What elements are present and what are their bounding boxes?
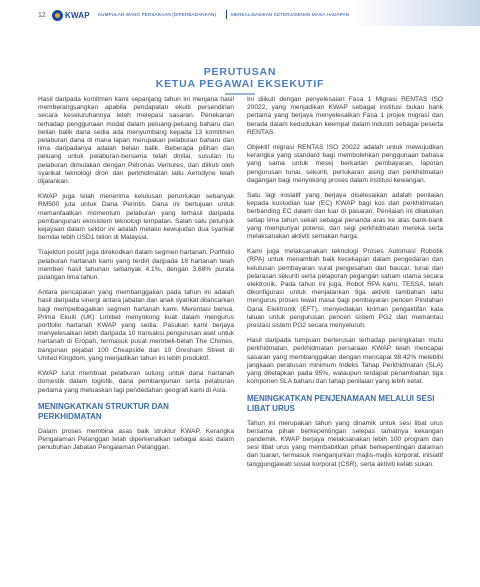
left-paragraph-5: KWAP turut membuat pelaburan sulung untuk dana hartanah domestik dalam logistik, dana pembangunan serta pelaburan pertama yang meluaskan lagi pendedahan geografi kami di Asia. (38, 370, 234, 394)
right-paragraph-1: Ini diikuti dengan penyelesaian Fasa 1 Migrasi RENTAS ISO 20022, yang menjadikan KWAP sebagai institusi bukan bank pertama yang berjaya menyelesaikan Fasa 1 projek migrasi dan berada dalam kedudukan keempat dalam industri sebagai peserta RENTAS. (247, 96, 443, 136)
right-paragraph-3: Satu lagi inisiatif yang berjaya diselesaikan adalah penilaian kepada kustodian luar (EC) KWAP bagi kos dan perkhidmatan berbanding EC dalam dan luar di pasaran. Penilaian ini dilakukan setiap lima tahun sekali sebagai penanda aras ke atas bank-bank yang mempunyai potensi, dan segi perkhidmatan mereka serta melaksanakan aktiviti semakan harga. (247, 192, 443, 241)
right-paragraph-6: Tahun ini merupakan tahun yang dinamik untuk sesi libat urus bersama pihak berkepentingan selepas tamatnya kekangan pandemik. KWAP berjaya melaksanakan lebih 100 program dan sesi libat urus yang membabitkan pihak berkepentingan dalaman dan luaran, termasuk menganjurkan majlis-majlis korporat, inisiatif tanggungjawab sosial korporat (CSR), serta aktiviti kelab sukan. (247, 419, 443, 468)
left-paragraph-1: Hasil daripada komitmen kami sepanjang tahun ini menjana hasil memberangsangkan apabila pendapatan ekuiti persendirian secara keseluruhannya telah melepasi sasaran. Penekanan terhadap penggunaan modal dalam peluang-peluang baharu dan belian balik dana sedia ada menyumbang kepada 13 komitmen pelaburan dana di mana lapan merupakan pelaburan baharu dan lima daripadanya adalah belian balik. Beberapa pilihan dan peluang untuk pelaburan-bersama telah dinilai, susulan itu pelaburan dimulakan dengan Petronas Ventures, dan diikuti oleh syarikat teknologi dron dan perkhidmatan iaitu Aerodyne telah dijalankan. (38, 96, 234, 186)
page-number: 12 (38, 12, 46, 19)
left-section-heading: MENINGKATKAN STRUKTUR DAN PERKHIDMATAN (38, 401, 169, 421)
organization-name: KUMPULAN WANG PERSARAAN (DIPERBADANKAN) (98, 12, 217, 17)
kwap-logo (52, 9, 90, 21)
left-paragraph-2: KWAP juga telah menerima kelulusan peruntukan sebanyak RM500 juta untuk Dana Perintis. Dana ini bertujuan untuk memanfaatkan momentum pelaburan yang terhasil daripada pembangunan ekosistem teknologi tempatan. Salah satu petunjuk kejayaan dalam sektor ini adalah melalui kewujudan dua syarikat bernilai lebih USD1 bilion di Malaysia. (38, 193, 234, 242)
right-column (247, 96, 443, 476)
kwap-logo-mark (52, 10, 63, 21)
left-column (38, 96, 234, 459)
title-line-2: KETUA PEGAWAI EKSEKUTIF (155, 78, 325, 90)
kwap-logo-text: KWAP (65, 10, 90, 20)
page-title (36, 66, 444, 95)
left-paragraph-4: Antara pencapaian yang membanggakan pada tahun ini adalah hasil daripada sinergi antara jabatan dan anak syarikat dilancarkan bagi mempelbagaikan segmen hartanah kami. Merentasi benua, Prima Ekuiti (UK) Limited menyokong kuat dalam mengurus portfolio hartanah KWAP yang sedia. Pasukan kami berjaya menyelesaikan lebih daripada 10 transaksi pengurusan aset untuk hartanah di Eropah, termasuk pusat membeli-belah The Chimes, bangunan pejabat 100 Cheapside dan 10 Gresham Street di United Kingdom, yang menjadikan tahun ini lebih produktif. (38, 289, 234, 362)
report-section-name: MEREALISASIKAN KETERJAMINAN MASA HADAPAN (231, 12, 350, 17)
right-paragraph-4: Kami juga melaksanakan teknologi Proses Automasi Robotik (RPA) untuk menambah baik kecekapan dalam pengedaran dan kelulusan pembayaran surat pengesahan dan baucar, tunai dan pelarasan sekuriti serta pelaporan pegangan saham utama secara elektronik. Pada tahun ini juga, Robot RPA kami, TESSA, telah dikonfigurasi untuk menjalankan tiga aktiviti tambahan iaitu mengurus proses lewat masa bagi pembayaran pencen Pindahan Dana Elektronik (EFT), menyediakan kiriman pengaktifan kata laluan untuk pengurusan pencen sistem PG2 dan memantau prestasi sistem PG2 secara menyeluruh. (247, 248, 443, 330)
right-section-heading: MENINGKATKAN PENJENAMAAN MELALUI SESI LIBAT URUS (247, 393, 435, 413)
header-band (350, 0, 480, 26)
title-line-1: PERUTUSAN (203, 66, 277, 78)
right-paragraph-5: Hasil daripada tumpuan berterusan terhadap peningkatan mutu perkhidmatan, perkhidmatan persaraan KWAP telah mencapai sasaran yang membanggakan dengan mencapai 98.42% melebihi jangkaan peratusan minimum Indeks Tahap Perkhidmatan (SLA) yang ditetapkan pada 95%, walaupun terdapat penambahan tiga komponen SLA baharu dan tahap penilaian yang lebih ketat. (247, 337, 443, 386)
left-paragraph-3: Trajektori positif juga direkodkan dalam segmen hartanah. Portfolio pelaburan hartanah kami yang terdiri daripada 18 hartanah telah memberi hasil tahunan sebanyak 4.1%, dengan 3.68% purata pulangan lima tahun. (38, 249, 234, 282)
title-underline (225, 93, 255, 95)
right-paragraph-2: Objektif migrasi RENTAS ISO 20022 adalah untuk mewujudkan kerangka yang standard bagi membolehkan penggunaan bahasa yang sama untuk mesej berkaitan pembayaran, laporan pengurusan tunai, sekuriti, pertukaran asing dan perkhidmatan dagangan bagi menyokong proses dalam institusi kewangan. (247, 144, 443, 184)
page-header (0, 0, 480, 30)
left-paragraph-6: Dalam proses membina asas baik struktur KWAP, Kerangka Pengalaman Pelanggan telah diperkenalkan sebagai asas dalam penubuhan Jabatan Pengalaman Pelanggan. (38, 427, 234, 452)
header-divider (226, 10, 227, 19)
